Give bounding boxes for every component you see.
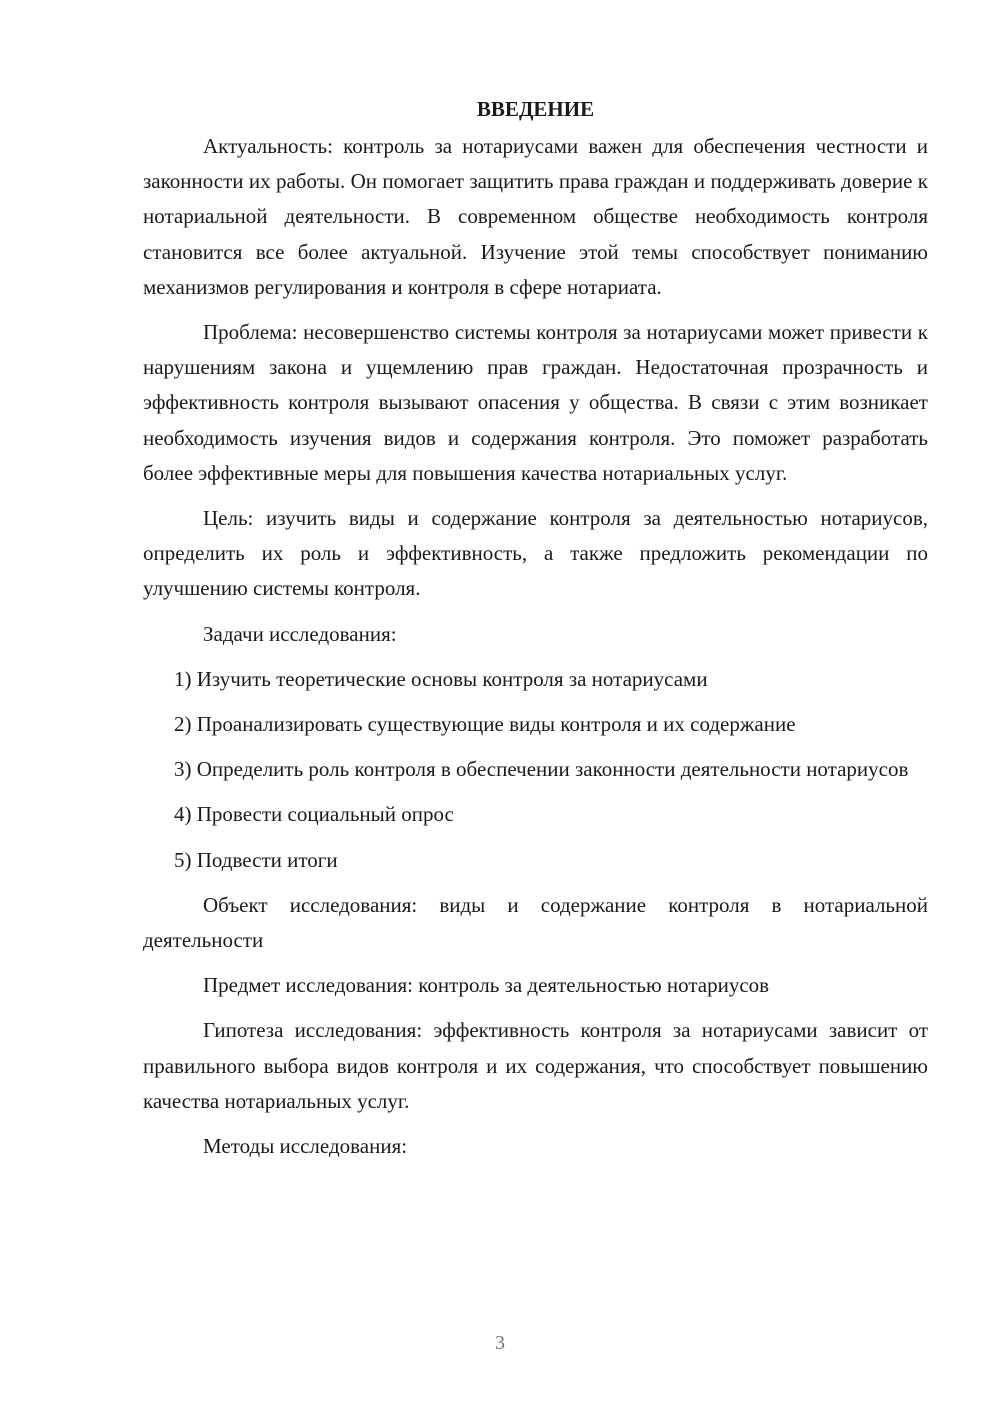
task-item: 4) Провести социальный опрос (174, 802, 454, 827)
paragraph-methods: Методы исследования: (203, 1134, 408, 1159)
task-item: 2) Проанализировать существующие виды контроля и их содержание (174, 712, 796, 737)
task-item: 1) Изучить теоретические основы контроля за нотариусами (174, 666, 708, 691)
page-number: 3 (495, 1332, 505, 1354)
task-item: 3) Определить роль контроля в обеспечении законности деятельности нотариусов (174, 757, 909, 782)
task-item: 5) Подвести итоги (174, 847, 338, 872)
paragraph-object: Объект исследования: виды и содержание контроля в нотариальной деятельности (143, 892, 928, 953)
paragraph-hypothesis: Гипотеза исследования: эффективность контроля за нотариусами зависит от правильного выбора видов контроля и их содержания, что способствует повышению качества нотариальных услуг. (143, 1018, 928, 1113)
paragraph-subject: Предмет исследования: контроль за деятельностью нотариусов (203, 973, 770, 998)
page-title: ВВЕДЕНИЕ (476, 97, 595, 121)
paragraph-relevance: Актуальность: контроль за нотариусами важен для обеспечения честности и законности их работы. Он помогает защитить права граждан и поддерживать доверие к нотариальной деятельности. В современном обществе необходимость контроля становится все более актуальной. Изучение этой темы способствует пониманию механизмов регулирования и контроля в сфере нотариата. (143, 134, 928, 299)
paragraph-goal: Цель: изучить виды и содержание контроля за деятельностью нотариусов, определить их роль и эффективность, а также предложить рекомендации по улучшению системы контроля. (143, 506, 928, 601)
paragraph-problem: Проблема: несовершенство системы контроля за нотариусами может привести к нарушениям закона и ущемлению прав граждан. Недостаточная прозрачность и эффективность контроля вызывают опасения у общества. В связи с этим возникает необходимость изучения видов и содержания контроля. Это поможет разработать более эффективные меры для повышения качества нотариальных услуг. (143, 320, 928, 485)
paragraph-tasks-heading: Задачи исследования: (203, 621, 397, 646)
document-page (143, 92, 928, 1174)
